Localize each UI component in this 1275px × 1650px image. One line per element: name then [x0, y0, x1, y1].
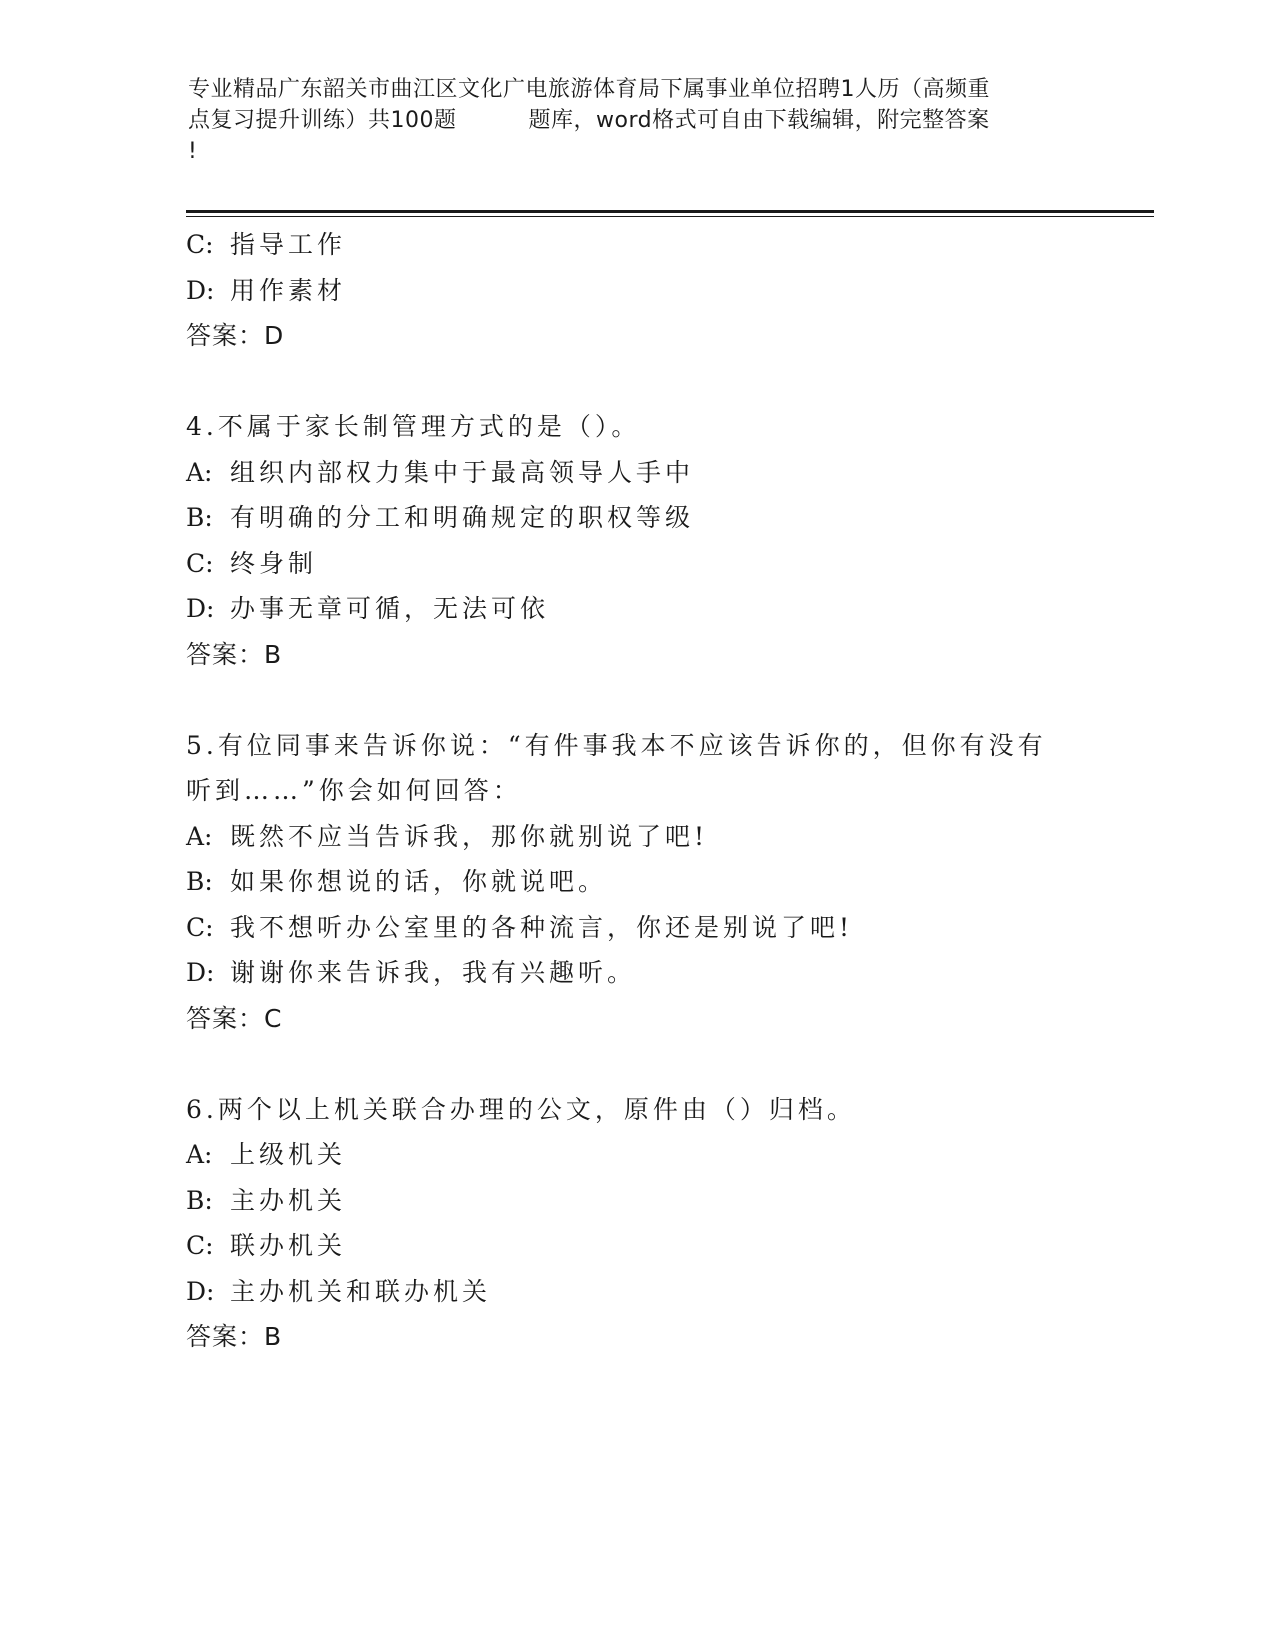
question-stem: 6.两个以上机关联合办理的公文，原件由（）归档。 — [186, 1094, 856, 1124]
option-line — [186, 1132, 1146, 1178]
option-text: 主办机关和联办机关 — [230, 1276, 492, 1306]
option-line — [186, 814, 1146, 860]
option-line — [186, 1178, 1146, 1224]
option-key: D: — [186, 1276, 215, 1306]
option-key: B: — [186, 867, 213, 896]
question-stem: 5.有位同事来告诉你说：“有件事我本不应该告诉你的，但你有没有 — [186, 730, 1047, 760]
option-line — [186, 541, 1146, 587]
option-line — [186, 450, 1146, 496]
answer-line: 答案：C — [186, 1003, 283, 1033]
answer-line: 答案：B — [186, 1322, 283, 1351]
option-text: 如果你想说的话，你就说吧。 — [230, 867, 608, 896]
option-text: 指导工作 — [230, 230, 347, 259]
option-text: 组织内部权力集中于最高领导人手中 — [230, 457, 695, 487]
option-text: 上级机关 — [230, 1140, 347, 1169]
answer-line: 答案：B — [186, 639, 283, 669]
header-line-3: ! — [188, 139, 198, 164]
option-line — [186, 905, 1146, 951]
option-line — [186, 950, 1146, 996]
option-key: C: — [186, 548, 214, 578]
option-line — [186, 1223, 1146, 1269]
option-text: 谢谢你来告诉我，我有兴趣听。 — [230, 958, 637, 987]
option-line — [186, 586, 1146, 632]
document-header — [188, 74, 1098, 167]
option-text: 办事无章可循，无法可依 — [230, 594, 550, 623]
option-line — [186, 1269, 1146, 1315]
option-text: 我不想听办公室里的各种流言，你还是别说了吧! — [230, 912, 854, 942]
option-line — [186, 222, 1146, 268]
option-text: 既然不应当告诉我，那你就别说了吧! — [230, 821, 709, 851]
question-stem-continued: 听到……”你会如何回答： — [186, 776, 522, 805]
option-text: 有明确的分工和明确规定的职权等级 — [230, 503, 695, 532]
option-key: D: — [186, 275, 215, 305]
option-key: B: — [186, 503, 213, 532]
option-key: A: — [186, 821, 213, 851]
option-line — [186, 859, 1146, 905]
question-5 — [186, 723, 1146, 1042]
header-line-2 — [188, 105, 1098, 136]
option-key: C: — [186, 1231, 214, 1260]
header-line-2a: 点复习提升训练）共100题 — [188, 108, 457, 133]
question-4 — [186, 404, 1146, 677]
option-key: D: — [186, 594, 215, 623]
header-line-1: 专业精品广东韶关市曲江区文化广电旅游体育局下属事业单位招聘1人历（高频重 — [188, 77, 990, 102]
option-text: 终身制 — [230, 548, 318, 578]
continued-question — [186, 222, 1146, 359]
question-stem: 4.不属于家长制管理方式的是（）。 — [186, 412, 641, 441]
option-key: A: — [186, 1140, 213, 1169]
option-line — [186, 268, 1146, 314]
option-key: C: — [186, 230, 214, 259]
option-key: D: — [186, 958, 215, 987]
option-key: B: — [186, 1185, 213, 1215]
question-list — [186, 222, 1146, 1360]
option-text: 用作素材 — [230, 275, 347, 305]
option-text: 联办机关 — [230, 1231, 347, 1260]
option-text: 主办机关 — [230, 1185, 347, 1215]
header-line-2b: 题库，word格式可自由下载编辑，附完整答案 — [528, 108, 990, 133]
header-divider-thick — [186, 210, 1154, 213]
answer-line: 答案：D — [186, 321, 285, 350]
question-6 — [186, 1087, 1146, 1360]
option-key: C: — [186, 912, 214, 942]
header-divider-thin — [186, 216, 1154, 217]
option-key: A: — [186, 457, 213, 487]
option-line — [186, 495, 1146, 541]
